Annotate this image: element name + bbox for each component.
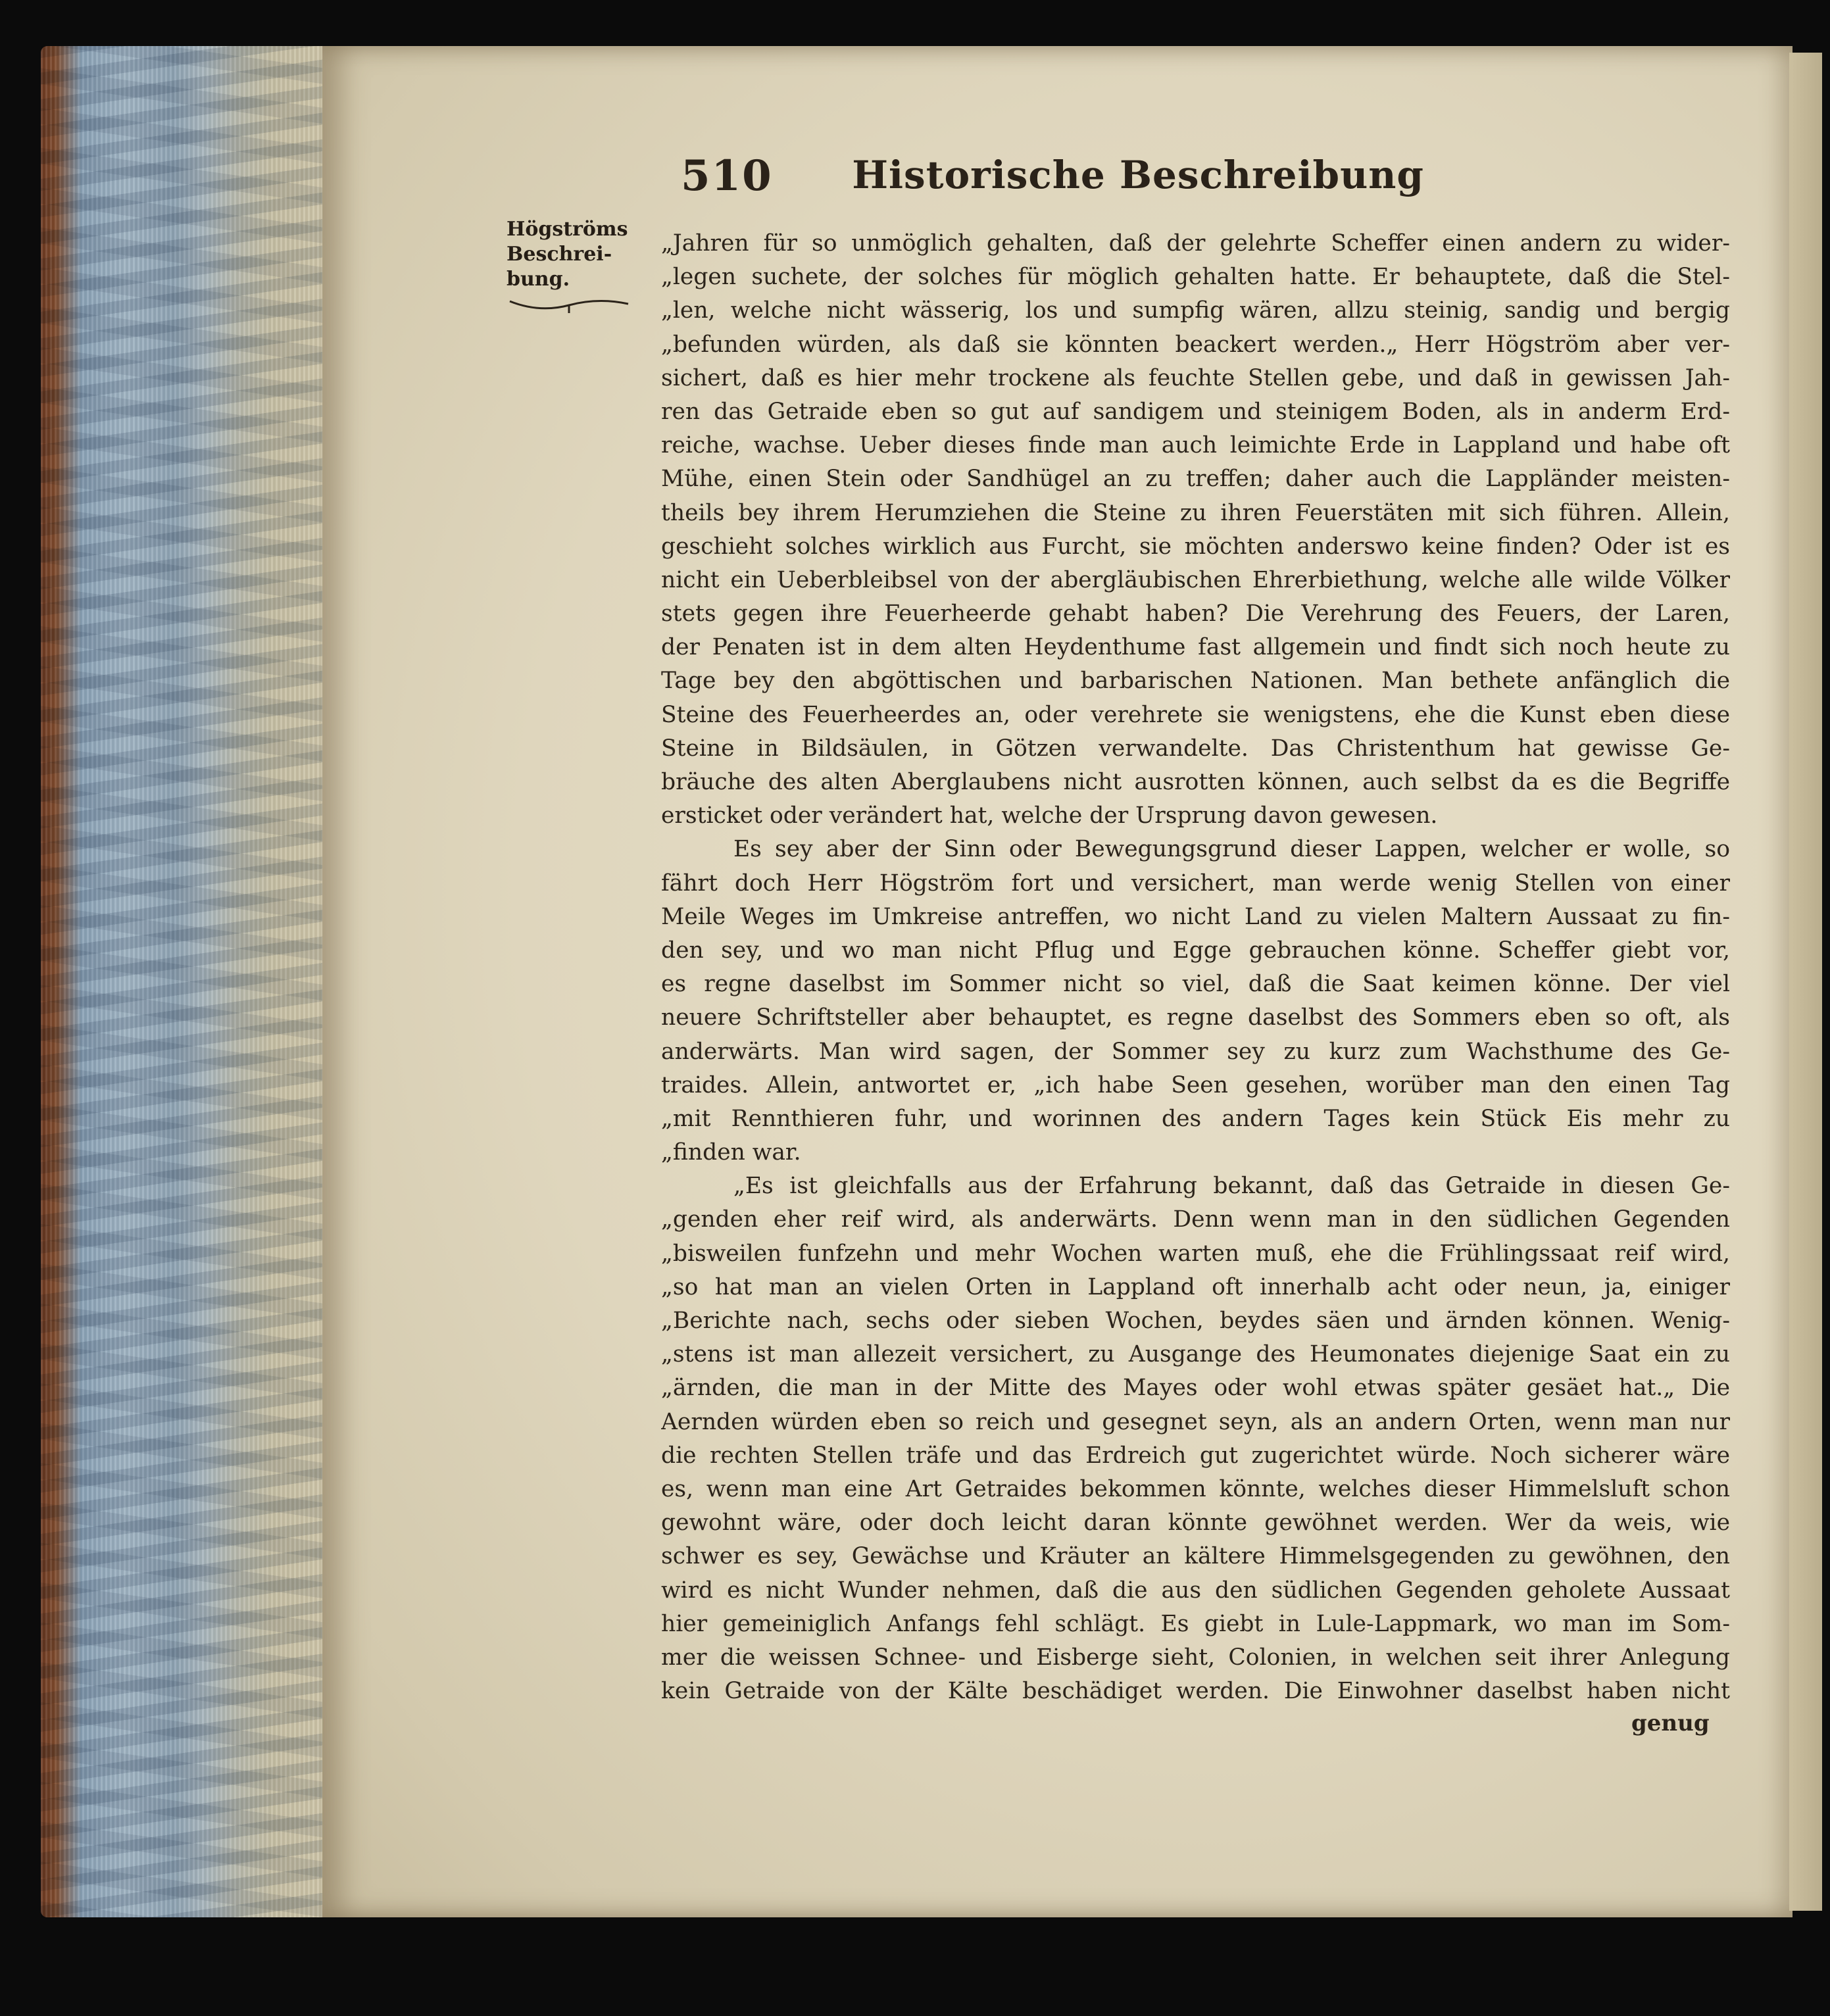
text-line: ersticket oder verändert hat, welche der Ursprung davon gewesen. <box>661 802 1438 829</box>
text-line: „finden war. <box>661 1139 801 1166</box>
page-header <box>681 125 1424 210</box>
page-number: 510 <box>681 151 773 201</box>
ornament-swash-icon <box>507 295 631 314</box>
text-line: der Penaten ist in dem alten Heydenthume fast allgemein und findt sich noch heute zu <box>661 634 1730 661</box>
text-line: „befunden würden, als daß sie könnten beackert werden.„ Herr Högström aber ver- <box>661 331 1730 358</box>
text-line: fährt doch Herr Högström fort und versichert, man werde wenig Stellen von einer <box>661 870 1730 897</box>
text-line: „Jahren für so unmöglich gehalten, daß der gelehrte Scheffer einen andern zu wider- <box>661 230 1730 257</box>
text-line: es, wenn man eine Art Getraides bekommen könnte, welches dieser Himmelsluft schon <box>661 1475 1730 1502</box>
text-line: gewohnt wäre, oder doch leicht daran könnte gewöhnet werden. Wer da weis, wie <box>661 1510 1730 1537</box>
text-line: anderwärts. Man wird sagen, der Sommer sey zu kurz zum Wachsthume des Ge- <box>661 1038 1730 1065</box>
marginal-note-line: Högströms <box>507 218 628 241</box>
text-line: geschieht solches wirklich aus Furcht, sie möchten anderswo keine finden? Oder ist es <box>661 533 1730 560</box>
text-line: „bisweilen funfzehn und mehr Wochen warten muß, ehe die Frühlingssaat reif wird, <box>661 1240 1730 1267</box>
marbled-edge <box>41 46 330 1917</box>
text-line: „genden eher reif wird, als anderwärts. Denn wenn man in den südlichen Gegenden <box>661 1206 1730 1233</box>
catchword: genug <box>1631 1710 1710 1736</box>
text-line: reiche, wachse. Ueber dieses finde man auch leimichte Erde in Lappland und habe oft <box>661 432 1730 459</box>
text-line: traides. Allein, antwortet er, „ich habe Seen gesehen, worüber man den einen Tag <box>661 1071 1730 1098</box>
text-line: „len, welche nicht wässerig, los und sumpfig wären, allzu steinig, sandig und bergig <box>661 297 1730 324</box>
text-line: „Es ist gleichfalls aus der Erfahrung bekannt, daß das Getraide in diesen Ge- <box>733 1173 1730 1200</box>
text-line: Es sey aber der Sinn oder Bewegungsgrund dieser Lappen, welcher er wolle, so <box>733 836 1730 863</box>
text-line: „mit Rennthieren fuhr, und worinnen des andern Tages kein Stück Eis mehr zu <box>661 1105 1730 1132</box>
text-line: schwer es sey, Gewächse und Kräuter an kältere Himmelsgegenden zu gewöhnen, den <box>661 1543 1730 1570</box>
book-fore-edge <box>41 46 330 1917</box>
text-line: kein Getraide von der Kälte beschädiget werden. Die Einwohner daselbst haben nicht <box>661 1678 1730 1705</box>
text-line: „so hat man an vielen Orten in Lappland oft innerhalb acht oder neun, ja, einiger <box>661 1273 1730 1300</box>
text-line: es regne daselbst im Sommer nicht so viel, daß die Saat keimen könne. Der viel <box>661 971 1730 998</box>
text-line: ren das Getraide eben so gut auf sandigem und steinigem Boden, als in anderm Erd- <box>661 398 1730 425</box>
text-line: „ärnden, die man in der Mitte des Mayes oder wohl etwas später gesäet hat.„ Die <box>661 1375 1730 1402</box>
text-line: Mühe, einen Stein oder Sandhügel an zu treffen; daher auch die Lappländer meisten- <box>661 466 1730 493</box>
text-line: sichert, daß es hier mehr trockene als feuchte Stellen gebe, und daß in gewissen Jah- <box>661 364 1730 391</box>
text-line: Tage bey den abgöttischen und barbarischen Nationen. Man bethete anfänglich die <box>661 668 1730 695</box>
marginal-note-line: Beschrei- <box>507 243 612 266</box>
text-line: „legen suchete, der solches für möglich gehalten hatte. Er behauptete, daß die Stel- <box>661 264 1730 291</box>
text-line: stets gegen ihre Feuerheerde gehabt haben? Die Verehrung des Feuers, der Laren, <box>661 601 1730 627</box>
text-line: „Berichte nach, sechs oder sieben Wochen, beydes säen und ärnden können. Wenig- <box>661 1308 1730 1334</box>
text-line: Aernden würden eben so reich und gesegnet seyn, als an andern Orten, wenn man nur <box>661 1408 1730 1435</box>
text-line: den sey, und wo man nicht Pflug und Egge gebrauchen könne. Scheffer giebt vor, <box>661 937 1730 964</box>
next-leaf-edge <box>1789 53 1822 1911</box>
text-line: hier gemeiniglich Anfangs fehl schlägt. Es giebt in Lule-Lappmark, wo man im Som- <box>661 1610 1730 1637</box>
text-line: die rechten Stellen träfe und das Erdreich gut zugerichtet würde. Noch sicherer wäre <box>661 1442 1730 1469</box>
text-line: Steine des Feuerheerdes an, oder verehrete sie wenigstens, ehe die Kunst eben diese <box>661 701 1730 728</box>
body-text <box>661 227 1730 1708</box>
text-line: „stens ist man allezeit versichert, zu Ausgange des Heumonates diejenige Saat ein zu <box>661 1341 1730 1368</box>
text-line: neuere Schriftsteller aber behauptet, es regne daselbst des Sommers eben so oft, als <box>661 1004 1730 1031</box>
text-line: nicht ein Ueberbleibsel von der abergläubischen Ehrerbiethung, welche alle wilde Völker <box>661 566 1730 593</box>
text-line: Meile Weges im Umkreise antreffen, wo nicht Land zu vielen Maltern Aussaat zu fin- <box>661 903 1730 930</box>
running-title: Historische Beschreibung <box>852 153 1424 197</box>
text-line: bräuche des alten Aberglaubens nicht ausrotten können, auch selbst da es die Begriffe <box>661 769 1730 795</box>
marginal-note <box>507 217 678 321</box>
text-line: mer die weissen Schnee- und Eisberge sieht, Colonien, in welchen seit ihrer Anlegung <box>661 1644 1730 1671</box>
marginal-note-line: bung. <box>507 268 570 291</box>
text-line: theils bey ihrem Herumziehen die Steine zu ihren Feuerstäten mit sich führen. Allein, <box>661 499 1730 526</box>
text-line: Steine in Bildsäulen, in Götzen verwandelte. Das Christenthum hat gewisse Ge- <box>661 735 1730 762</box>
text-line: wird es nicht Wunder nehmen, daß die aus den südlichen Gegenden geholete Aussaat <box>661 1577 1730 1604</box>
